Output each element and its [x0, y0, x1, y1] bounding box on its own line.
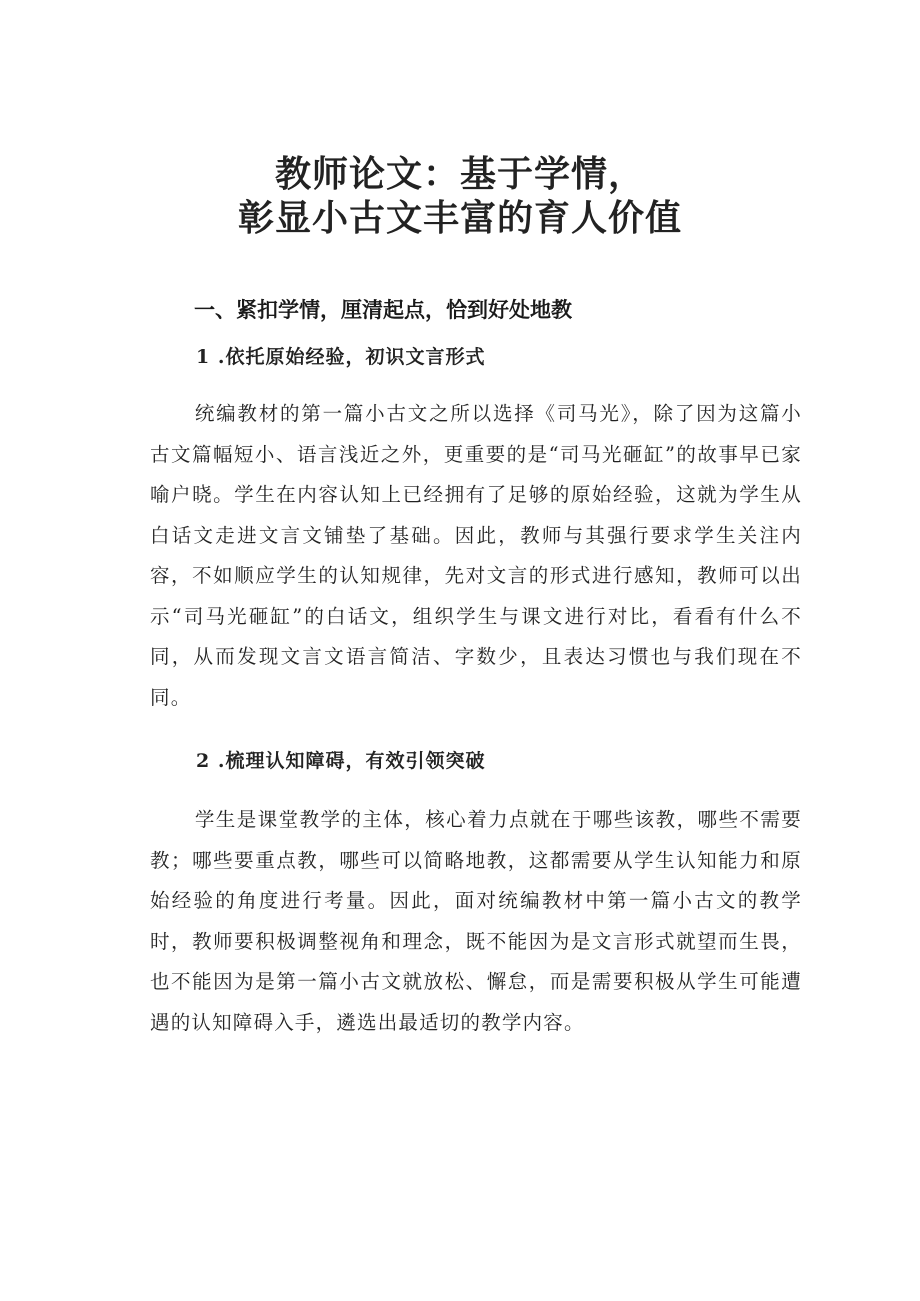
body-paragraph-2: 学生是课堂教学的主体，核心着力点就在于哪些该教，哪些不需要教；哪些要重点教，哪些可以简略地教，这都需要从学生认知能力和原始经验的角度进行考量。因此，面对统编教材中第一篇小古文的教学时，教师要积极调整视角和理念，既不能因为是文言形式就望而生畏，也不能因为是第一篇小古文就放松、懈怠，而是需要积极从学生可能遭遇的认知障碍入手，遴选出最适切的教学内容。 — [150, 808, 802, 1034]
subsection-heading-1: 1 .依托原始经验，初识文言形式 — [196, 346, 486, 368]
section-heading-1: 一、紧扣学情，厘清起点，恰到好处地教 — [194, 298, 572, 322]
subsection-heading-2: 2 .梳理认知障碍，有效引领突破 — [196, 750, 486, 772]
document-title-line-2: 彰显小古文丰富的育人价值 — [237, 197, 682, 239]
document-title-line-1: 教师论文：基于学情， — [274, 153, 645, 195]
body-paragraph-1: 统编教材的第一篇小古文之所以选择《司马光》，除了因为这篇小古文篇幅短小、语言浅近之外，更重要的是“司马光砸缸”的故事早已家喻户晓。学生在内容认知上已经拥有了足够的原始经验，这就为学生从白话文走进文言文铺垫了基础。因此，教师与其强行要求学生关注内容，不如顺应学生的认知规律，先对文言的形式进行感知，教师可以出示“司马光砸缸”的白话文，组织学生与课文进行对比，看看有什么不同，从而发现文言文语言简洁、字数少，且表达习惯也与我们现在不同。 — [150, 402, 802, 709]
